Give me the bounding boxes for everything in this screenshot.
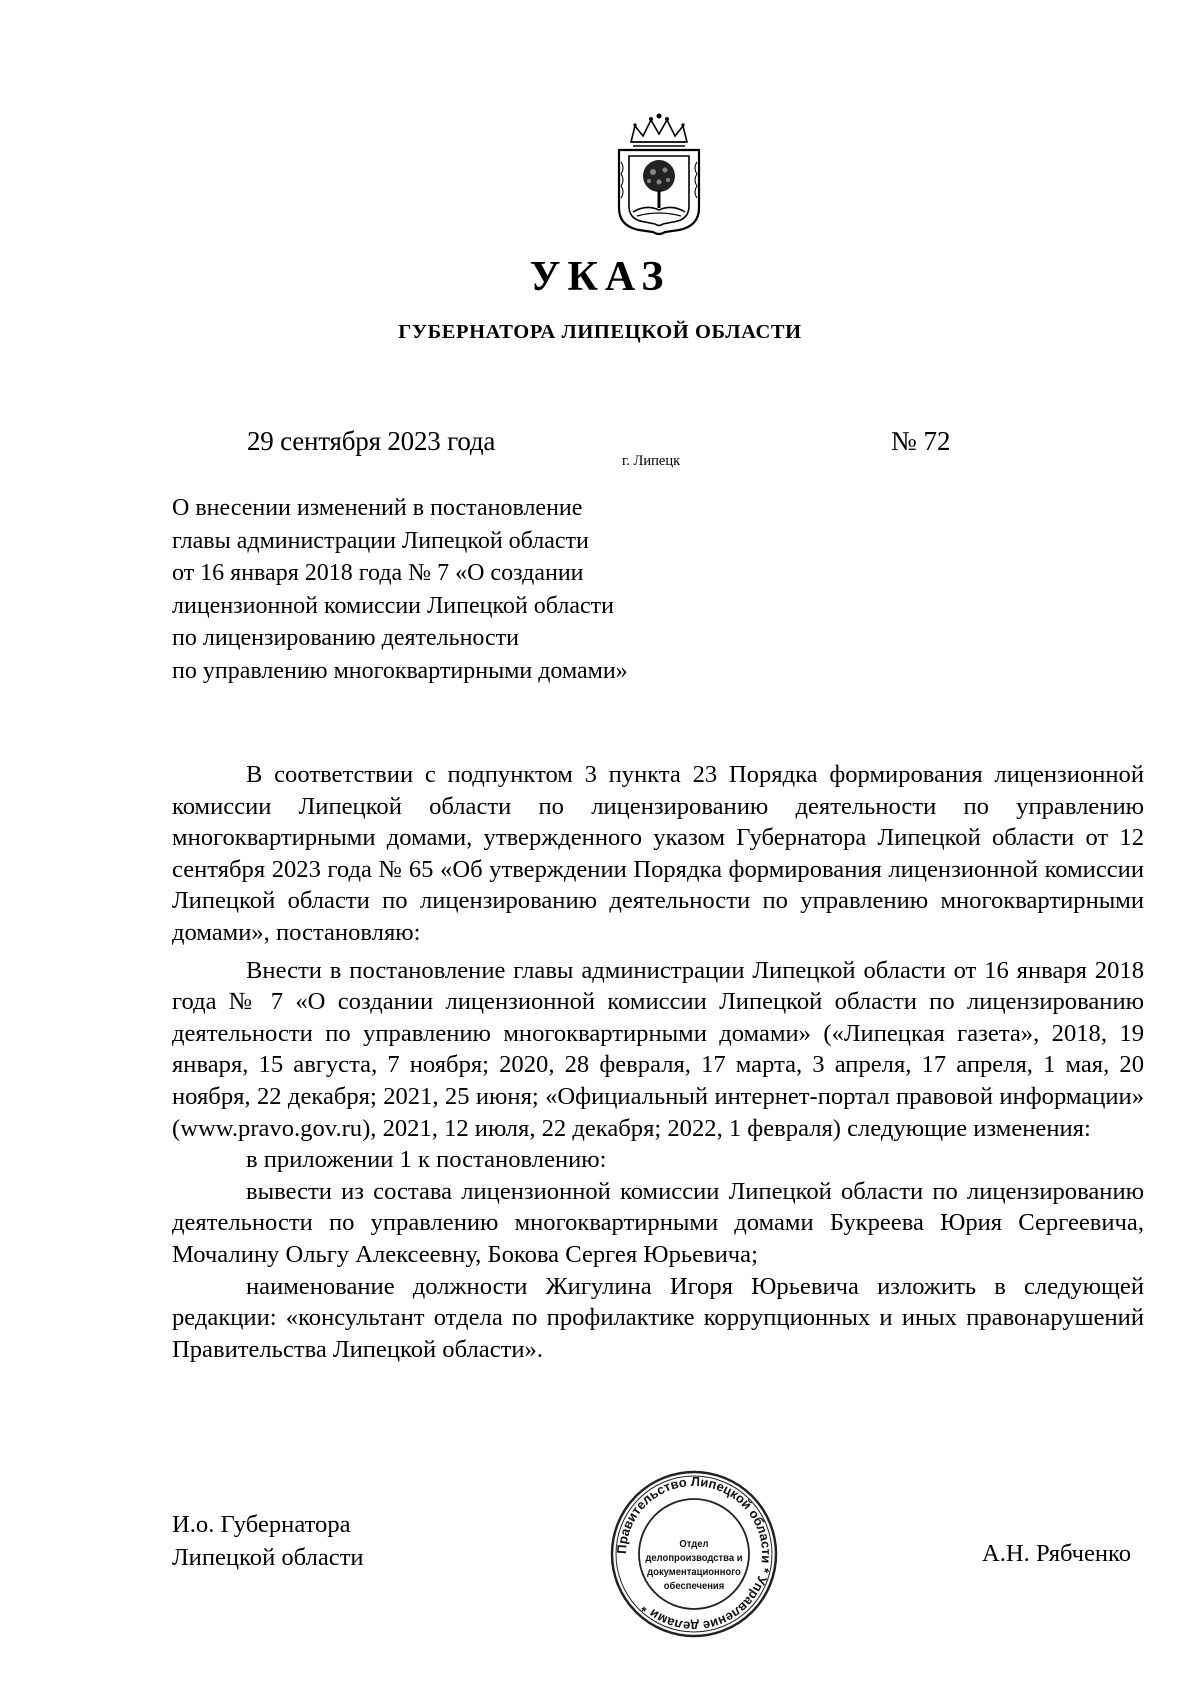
- stamp-inner-line: делопроизводства и: [645, 1552, 743, 1564]
- subject-line: главы администрации Липецкой области: [172, 527, 589, 554]
- stamp-inner-line: Отдел: [679, 1538, 709, 1550]
- document-title: УКАЗ: [529, 254, 671, 300]
- document-subject: [172, 492, 628, 687]
- subject-line: О внесении изменений в постановление: [172, 495, 583, 521]
- subject-line: от 16 января 2018 года № 7 «О создании: [172, 560, 584, 586]
- subject-line: по лицензированию деятельности: [172, 625, 520, 651]
- document-subtitle: ГУБЕРНАТОРА ЛИПЕЦКОЙ ОБЛАСТИ: [398, 321, 802, 343]
- coat-of-arms-icon: [613, 112, 705, 238]
- stamp-outer-text: Правительство Липецкой области * Управление делами *: [613, 1473, 775, 1635]
- signatory-position: [172, 1508, 364, 1574]
- body-paragraph: наименование должности Жигулина Игоря Юрьевича изложить в следующей редакции: «консультант отдела по профилактике коррупционных и иных правонарушений Правительства Липецкой области».: [172, 1272, 1144, 1363]
- document-date: 29 сентября 2023 года: [247, 426, 496, 456]
- signatory-position-line: И.о. Губернатора: [172, 1511, 351, 1538]
- document-city: г. Липецк: [622, 453, 681, 469]
- signatory-name: А.Н. Рябченко: [982, 1540, 1132, 1567]
- subject-line: лицензионной комиссии Липецкой области: [172, 592, 614, 619]
- stamp-inner-text: [645, 1537, 742, 1593]
- signatory-position-line: Липецкой области: [172, 1544, 364, 1571]
- document-body: [172, 759, 1144, 1365]
- body-paragraph: в приложении 1 к постановлению:: [246, 1146, 607, 1174]
- body-paragraph: В соответствии с подпунктом 3 пункта 23 Порядка формирования лицензионной комиссии Липецкой области по лицензированию деятельности по управлению многоквартирными домами, утвержденного указом Губернатора Липецкой области от 12 сентября 2023 года № 65 «Об утверждении Порядка формирования лицензионной комиссии Липецкой области по лицензированию деятельности по управлению многоквартирными домами», постановляю:: [172, 761, 1144, 946]
- subject-line: по управлению многоквартирными домами»: [172, 657, 628, 684]
- stamp-inner-line: документационного: [647, 1566, 741, 1578]
- stamp-inner-line: обеспечения: [663, 1580, 725, 1592]
- body-paragraph: Внести в постановление главы администрации Липецкой области от 16 января 2018 года № 7 «О создании лицензионной комиссии Липецкой области по лицензированию деятельности по управлению многоквартирными домами» («Липецкая газета», 2018, 19 января, 15 августа, 7 ноября; 2020, 28 февраля, 17 марта, 3 апреля, 17 апреля, 1 мая, 20 ноября, 22 декабря; 2021, 25 июня; «Официальный интернет-портал правовой информации» (www.pravo.gov.ru), 2021, 12 июля, 22 декабря; 2022, 1 февраля) следующие изменения:: [172, 956, 1144, 1142]
- body-paragraph: вывести из состава лицензионной комиссии Липецкой области по лицензированию деятельности по управлению многоквартирными домами Букреева Юрия Сергеевича, Мочалину Ольгу Алексеевну, Бокова Сергея Юрьевича;: [172, 1177, 1144, 1268]
- document-number: № 72: [891, 426, 951, 456]
